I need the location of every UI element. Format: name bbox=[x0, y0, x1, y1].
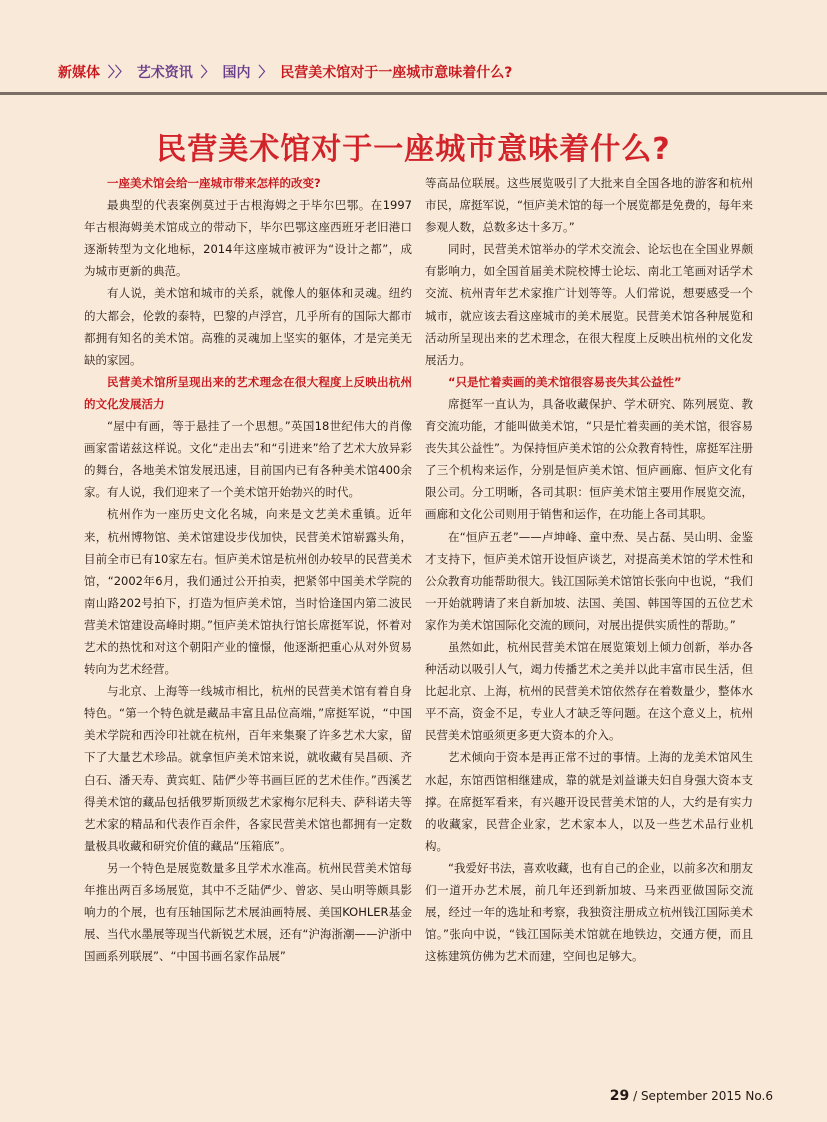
paragraph: 与北京、上海等一线城市相比，杭州的民营美术馆有着自身特色。“第一个特色就是藏品丰富且品位高端，”席挺军说，“中国美术学院和西泠印社就在杭州，百年来集聚了许多艺术大家，留下了大量艺术珍品。就拿恒庐美术馆来说，就收藏有吴昌硕、齐白石、潘天寿、黄宾虹、陆俨少等书画巨匠的艺术佳作。”西溪艺得美术馆的藏品包括俄罗斯顶级艺术家梅尔尼科夫、萨科诺夫等艺术家的精品和代表作百余件，各家民营美术馆也都拥有一定数量极具收藏和研究价值的藏品“压箱底”。 bbox=[84, 684, 412, 853]
footer-slash: / bbox=[633, 1089, 638, 1103]
paragraph: 同时，民营美术馆举办的学术交流会、论坛也在全国业界颇有影响力，如全国首届美术院校博士论坛、南北工笔画对话学术交流、杭州青年艺术家推广计划等等。人们常说，想要感受一个城市，就应该去看这座城市的美术展览。民营美术馆各种展览和活动所呈现出来的艺术理念，在很大程度上反映出杭州的文化发展活力。 bbox=[425, 242, 753, 367]
breadcrumb-section[interactable]: 新媒体 bbox=[58, 65, 100, 81]
page-footer bbox=[610, 1088, 773, 1104]
paragraph: “屋中有画，等于悬挂了一个思想。”英国18世纪伟大的肖像画家雷诺兹这样说。文化“走出去”和“引进来”给了艺术大放异彩的舞台，各地美术馆发展迅速，目前国内已有各种美术馆400余家。有人说，我们迎来了一个美术馆开始勃兴的时代。 bbox=[84, 419, 412, 500]
breadcrumb-category[interactable]: 艺术资讯 bbox=[136, 65, 193, 81]
paragraph: 最典型的代表案例莫过于古根海姆之于毕尔巴鄂。在1997年古根海姆美术馆成立的带动下，毕尔巴鄂这座西班牙老旧港口逐渐转型为文化地标，2014年这座城市被评为“设计之都”，成为城市更新的典范。 bbox=[84, 198, 412, 279]
paragraph: 艺术倾向于资本是再正常不过的事情。上海的龙美术馆风生水起，东馆西馆相继建成，靠的就是刘益谦夫妇自身强大资本支撑。在席挺军看来，有兴趣开设民营美术馆的人，大约是有实力的收藏家，民营企业家，艺术家本人，以及一些艺术品行业机构。 bbox=[425, 750, 753, 853]
paragraph: 席挺军一直认为，具备收藏保护、学术研究、陈列展览、教育交流功能，才能叫做美术馆，“只是忙着卖画的美术馆，很容易丧失其公益性”。为保持恒庐美术馆的公众教育特性，席挺军注册了三个机构来运作，分别是恒庐美术馆、恒庐画廊、恒庐文化有限公司。分工明晰，各司其职：恒庐美术馆主要用作展览交流，画廊和文化公司则用于销售和运作，在功能上各司其职。 bbox=[425, 396, 753, 522]
issue-info: September 2015 No.6 bbox=[640, 1089, 773, 1103]
breadcrumb bbox=[58, 64, 818, 82]
left-column bbox=[84, 172, 412, 967]
article-title: 民营美术馆对于一座城市意味着什么? bbox=[156, 132, 671, 168]
paragraph: 在“恒庐五老”——卢坤峰、童中焘、吴占磊、吴山明、金鉴才支持下，恒庐美术馆开设恒庐谈艺，对提高美术馆的学术性和公众教育功能帮助很大。钱江国际美术馆馆长张向中也说，“我们一开始就聘请了来自新加坡、法国、美国、韩国等国的五位艺术家作为美术馆国际化交流的顾问，对展出提供实质性的帮助。” bbox=[425, 529, 753, 632]
paragraph: 另一个特色是展览数量多且学术水准高。杭州民营美术馆每年推出两百多场展览，其中不乏陆俨少、曾宓、吴山明等颇具影响力的个展，也有压轴国际艺术展油画特展、美国KOHLER基金展、当代水墨展等现当代新锐艺术展，还有“沪海浙潮——沪浙中国画系列联展”、“中国书画名家作品展” bbox=[84, 860, 412, 964]
paragraph: 有人说，美术馆和城市的关系，就像人的躯体和灵魂。纽约的大都会，伦敦的泰特，巴黎的卢浮宫，几乎所有的国际大都市都拥有知名的美术馆。高雅的灵魂加上坚实的躯体，才是完美无缺的家园。 bbox=[84, 286, 412, 367]
right-column bbox=[425, 172, 753, 967]
breadcrumb-separator: 〉 bbox=[200, 65, 215, 81]
breadcrumb-separator: 〉 bbox=[258, 65, 273, 81]
breadcrumb-region[interactable]: 国内 bbox=[222, 65, 251, 81]
breadcrumb-separator: 〉〉 bbox=[107, 65, 129, 81]
header-divider bbox=[0, 92, 827, 95]
section-heading: 民营美术馆所呈现出来的艺术理念在很大程度上反映出杭州的文化发展活力 bbox=[84, 374, 412, 411]
paragraph-continued: 等高品位联展。这些展览吸引了大批来自全国各地的游客和杭州市民，席挺军说，“恒庐美术馆的每一个展览都是免费的，每年来参观人数，总数多达十多万。” bbox=[425, 176, 753, 235]
breadcrumb-current-article: 民营美术馆对于一座城市意味着什么? bbox=[280, 65, 513, 81]
page-number: 29 bbox=[609, 1088, 630, 1104]
paragraph: 虽然如此，杭州民营美术馆在展览策划上倾力创新，举办各种活动以吸引人气，竭力传播艺术之美并以此丰富市民生活，但比起北京、上海，杭州的民营美术馆依然存在着数量少，整体水平不高，资金不足，专业人才缺乏等问题。在这个意义上，杭州民营美术馆亟须更多更大资本的介入。 bbox=[425, 639, 753, 743]
paragraph: 杭州作为一座历史文化名城，向来是文艺美术重镇。近年来，杭州博物馆、美术馆建设步伐加快，民营美术馆崭露头角，目前全市已有10家左右。恒庐美术馆是杭州创办较早的民营美术馆，“2002年6月，我们通过公开拍卖，把紧邻中国美术学院的南山路202号拍下，打造为恒庐美术馆，当时恰逢国内第二波民营美术馆建设高峰时期。”恒庐美术馆执行馆长席挺军说，怀着对艺术的热忱和对这个朝阳产业的憧憬，他逐渐把重心从对外贸易转向为艺术经营。 bbox=[84, 507, 412, 677]
section-heading: 一座美术馆会给一座城市带来怎样的改变? bbox=[107, 176, 321, 190]
section-heading: “只是忙着卖画的美术馆很容易丧失其公益性” bbox=[448, 374, 682, 389]
paragraph: “我爱好书法，喜欢收藏，也有自己的企业，以前多次和朋友们一道开办艺术展，前几年还到新加坡、马来西亚做国际交流展，经过一年的选址和考察，我独资注册成立杭州钱江国际美术馆。”张向中说，“钱江国际美术馆就在地铁边，交通方便，而且这栋建筑仿佛为艺术而建，空间也足够大。 bbox=[425, 860, 753, 964]
